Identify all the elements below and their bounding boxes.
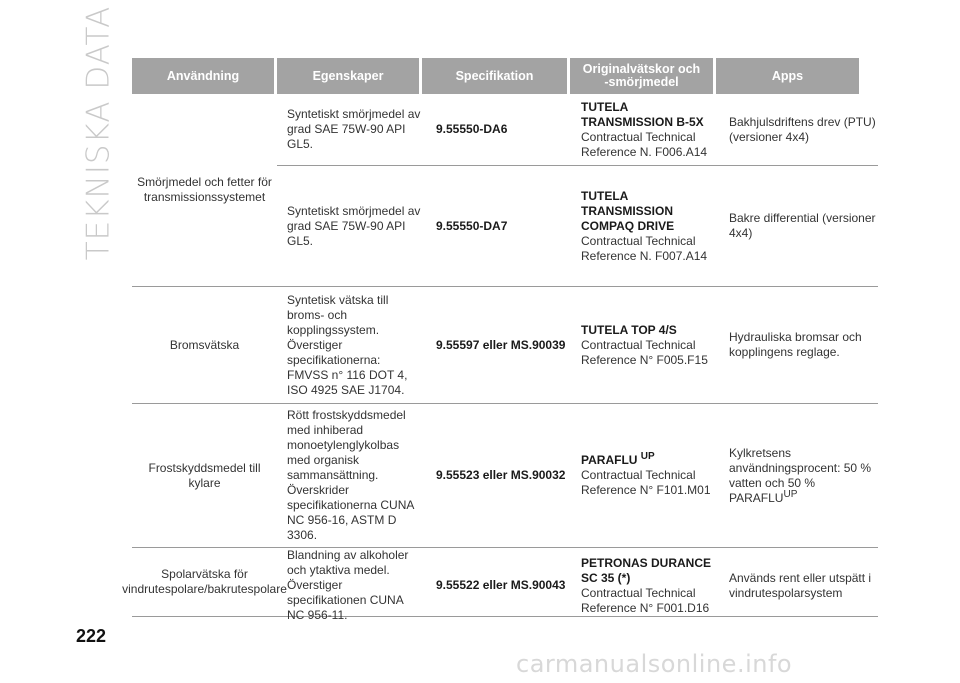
spec-cell: 9.55550-DA6 [436,122,508,136]
header-original-fluids: Originalvätskor och -smörjmedel [570,58,713,94]
apps-cell: Bakre differential (versioner 4x4) [729,211,876,240]
technical-reference: Contractual Technical Reference N. F007.A14 [581,233,708,263]
apps-cell: Används rent eller utspätt i vindrutespolarsystem [729,570,872,600]
table-group [122,548,878,622]
table-group [132,287,878,404]
table-header [132,58,878,94]
table-row [277,548,878,623]
original-fluid-name: TUTELA TRANSMISSION B-5X [581,99,704,129]
usage-cell: Smörjmedel och fetter för transmissionssystemet [137,175,272,204]
table-row [277,166,878,286]
spec-cell: 9.55597 eller MS.90039 [436,337,566,352]
property-cell: Syntetiskt smörjmedel av grad SAE 75W-90 API GL5. [287,203,421,248]
technical-reference: Contractual Technical Reference N° F001.D16 [581,585,710,615]
property-cell: Rött frostskyddsmedel med inhiberad monoetylenglykolbas med organisk sammansättning. Överskrider specifikationerna CUNA NC 956-16, ASTM D 3306. [287,408,414,542]
table-group [132,94,878,287]
original-fluid-name: TUTELA TOP 4/S [581,322,677,337]
original-fluid-cell [568,287,712,403]
watermark: carmanualsonline.info [516,650,793,678]
spec-cell: 9.55550-DA7 [436,218,508,233]
original-fluid-name: TUTELA TRANSMISSION COMPAQ DRIVE [581,188,675,233]
page-number: 222 [76,626,107,646]
table-row [277,404,878,547]
usage-cell: Bromsvätska [169,337,240,352]
table-row [277,287,878,403]
property-cell: Syntetisk vätska till broms- och kopplingssystem. Överstiger specifikationerna: FMVSS n° 116 DOT 4, ISO 4925 SAE J1704. [287,292,408,397]
usage-cell: Frostskyddsmedel till kylare [148,460,261,490]
technical-reference: Contractual Technical Reference N° F005.F15 [581,337,708,367]
apps-cell: Bakhjulsdriftens drev (PTU) (versioner 4x4) [729,114,876,144]
header-usage: Användning [132,58,274,94]
header-apps: Apps [716,58,859,94]
spec-cell: 9.55522 eller MS.90043 [436,578,566,592]
apps-cell: Kylkretsens användningsprocent: 50 % vatten och 50 % $PARAFLU^{UP}$ [729,445,872,505]
header-specification: Specifikation [422,58,567,94]
fluids-table [122,58,878,622]
section-title: TEKNISKA DATA [80,5,117,260]
technical-reference: Contractual Technical Reference N. F006.A14 [581,129,708,159]
trademark-superscript: UP [783,488,798,500]
trademark-superscript: UP [640,451,655,462]
original-fluid-name: PARAFLU $^{UP}$ [581,451,655,467]
property-cell: Syntetiskt smörjmedel av grad SAE 75W-90 API GL5. [287,107,421,151]
spec-cell: 9.55523 eller MS.90032 [436,468,566,482]
original-fluid-cell [568,94,712,165]
usage-cell: Spolarvätska för vindrutespolare/bakrutespolare [122,567,287,596]
table-row [277,94,878,166]
header-properties: Egenskaper [277,58,419,94]
original-fluid-cell [568,548,712,623]
property-cell: Blandning av alkoholer och ytaktiva medel. Överstiger specifikationen CUNA NC 956-11. [287,548,409,622]
apps-cell: Hydrauliska bromsar och kopplingens reglage. [729,330,862,359]
original-fluid-cell [568,166,712,286]
original-fluid-name: PETRONAS DURANCE SC 35 (*) [581,555,712,585]
table-group [132,404,878,548]
technical-reference: Contractual Technical Reference N° F101.M01 [581,468,711,497]
original-fluid-cell [568,404,712,547]
